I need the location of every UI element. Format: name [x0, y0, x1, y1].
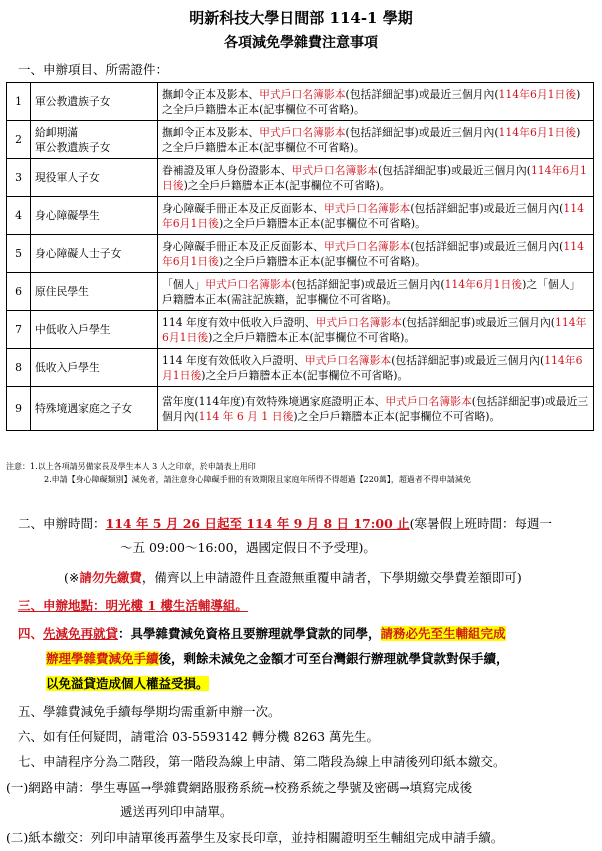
- note-1: 注意：1.以上各項請另備家長及學生本人 3 人之印章，於申請表上用印: [6, 462, 256, 471]
- requirement-text: (包括詳細記事)或最近三個月內(: [401, 315, 555, 329]
- table-row: [7, 197, 594, 235]
- section2-hours: ～五 09:00～16:00，遇國定假日不予受理)。: [120, 540, 376, 555]
- row-number: 6: [7, 273, 31, 311]
- requirement-text: (包括詳細記事)或最近三個月內(: [345, 125, 499, 139]
- highlight-text: 甲式戶口名簿影本: [291, 163, 378, 177]
- table-row: [7, 159, 594, 197]
- requirement-text: (包括詳細記事)或最近三個月內(: [410, 239, 564, 253]
- requirement-text: )之全戶戶籍謄本正本(記事欄位不可省略)。: [208, 330, 416, 344]
- highlight-text: 114 年 6 月 1 日後: [198, 409, 294, 423]
- requirement-text: )之全戶戶籍謄本正本(記事欄位不可省略)。: [218, 254, 426, 268]
- row-requirements: [158, 273, 594, 311]
- requirement-text: 114 年度有效低收入戶證明、: [162, 353, 305, 367]
- highlight-text: 114年6月1日後: [162, 353, 583, 382]
- requirement-text: )之全戶戶籍謄本正本(記事欄位不可省略)。: [183, 178, 391, 192]
- section6: 六、如有任何疑問，請電洽 03-5593142 轉分機 8263 萬先生。: [18, 729, 380, 744]
- highlight-text: 甲式戶口名簿影本: [205, 277, 292, 291]
- section2-time: 二、申辦時間：114 年 5 月 26 日起至 114 年 9 月 8 日 17:00 止(寒暑假上班時間：每週一: [18, 516, 553, 531]
- row-requirements: [158, 349, 594, 387]
- requirement-text: )之全戶戶籍謄本正本(記事欄位不可省略)。: [162, 87, 581, 116]
- requirement-text: 「個人」: [162, 277, 206, 291]
- requirement-text: )之全戶戶籍謄本正本(記事欄位不可省略)。: [162, 125, 581, 154]
- section5: 五、學雜費減免手續每學期均需重新申辦一次。: [18, 704, 281, 719]
- highlight-text: 甲式戶口名簿影本: [323, 239, 411, 253]
- requirement-text: )之全戶戶籍謄本正本(記事欄位不可省略)。: [293, 409, 501, 423]
- section3-location: 三、申辦地點：明光樓 1 樓生活輔導組。: [18, 598, 248, 613]
- application-period: 114 年 5 月 26 日起至 114 年 9 月 8 日 17:00 止: [105, 516, 410, 531]
- row-category: 特殊境遇家庭之子女: [31, 387, 158, 431]
- requirement-text: (包括詳細記事)或最近三個月內(: [410, 201, 564, 215]
- requirement-text: )之全戶戶籍謄本正本(記事欄位不可省略)。: [218, 216, 426, 230]
- row-number: 3: [7, 159, 31, 197]
- highlight-text: 114年6月1日後: [162, 239, 584, 268]
- row-category: 身心障礙人士子女: [31, 235, 158, 273]
- row-requirements: [158, 387, 594, 431]
- row-number: 4: [7, 197, 31, 235]
- table-row: [7, 273, 594, 311]
- row-number: 7: [7, 311, 31, 349]
- requirement-text: (包括詳細記事)或最近三個月內(: [291, 277, 445, 291]
- requirement-text: 身心障礙手冊正本及正反面影本、: [162, 239, 324, 253]
- page-subtitle: 各項減免學雜費注意事項: [224, 35, 378, 51]
- requirements-table: [6, 82, 594, 431]
- highlight-text: 114年6月1日後: [162, 315, 587, 344]
- row-requirements: [158, 197, 594, 235]
- section7: 七、申請程序分為二階段，第一階段為線上申請、第二階段為線上申請後列印紙本繳交。: [18, 754, 506, 769]
- table-row: [7, 311, 594, 349]
- row-requirements: [158, 311, 594, 349]
- section1-heading: 一、申辦項目、所需證件：: [18, 62, 169, 77]
- highlight-text: 甲式戶口名簿影本: [315, 315, 402, 329]
- highlight-text: 甲式戶口名簿影本: [385, 394, 472, 408]
- highlight-text: 114年6月1日後: [498, 87, 577, 101]
- table-row: [7, 121, 594, 159]
- table-row: [7, 83, 594, 121]
- notes: [6, 460, 594, 486]
- row-category: 給卹期滿 軍公教遺族子女: [31, 121, 158, 159]
- requirement-text: 撫卹令正本及影本、: [162, 125, 260, 139]
- section7-paper: (二)紙本繳交：列印申請單後再蓋學生及家長印章，並持相關證明至生輔組完成申請手續。: [6, 830, 504, 845]
- highlight-text: 甲式戶口名簿影本: [259, 125, 346, 139]
- row-number: 1: [7, 83, 31, 121]
- row-requirements: [158, 159, 594, 197]
- table-row: [7, 387, 594, 431]
- requirement-text: 眷補證及軍人身份證影本、: [162, 163, 292, 177]
- row-requirements: [158, 121, 594, 159]
- row-category: 原住民學生: [31, 273, 158, 311]
- row-requirements: [158, 83, 594, 121]
- section7-online-cont: 遞送再列印申請單。: [120, 804, 233, 819]
- requirement-text: (包括詳細記事)或最近三個月內(: [345, 87, 499, 101]
- highlight-text: 甲式戶口名簿影本: [323, 201, 411, 215]
- row-category: 現役軍人子女: [31, 159, 158, 197]
- highlight-text: 114年6月1日後: [444, 277, 523, 291]
- highlight-text: 114年6月1日後: [162, 201, 584, 230]
- table-row: [7, 235, 594, 273]
- highlight-text: 甲式戶口名簿影本: [259, 87, 346, 101]
- requirement-text: (包括詳細記事)或最近三個月內(: [377, 163, 531, 177]
- section7-online: (一)網路申請：學生專區→學雜費網路服務系統→校務系統之學號及密碼→填寫完成後: [6, 780, 473, 795]
- page-title: 明新科技大學日間部 114-1 學期: [189, 9, 413, 27]
- requirement-text: 當年度(114年度)有效特殊境遇家庭證明正本、: [162, 394, 386, 408]
- row-number: 9: [7, 387, 31, 431]
- highlight-text: 114年6月1日後: [498, 125, 577, 139]
- row-category: 中低收入戶學生: [31, 311, 158, 349]
- highlight-text: 114年6月1日後: [162, 163, 587, 192]
- requirement-text: )之「個人」戶籍謄本正本(需註記族籍，記事欄位不可省略)。: [162, 277, 581, 306]
- row-number: 5: [7, 235, 31, 273]
- row-category: 身心障礙學生: [31, 197, 158, 235]
- requirement-text: 114 年度有效中低收入戶證明、: [162, 315, 316, 329]
- row-requirements: [158, 235, 594, 273]
- note-2: 2.申請【身心障礙類別】減免者，請注意身心障礙手冊的有效期限且家庭年所得不得超過【220萬】，超過者不得申請減免: [44, 475, 471, 484]
- table-row: [7, 349, 594, 387]
- section2-note: (※請勿先繳費，備齊以上申請證件且查證無重覆申請者，下學期繳交學費差額即可): [64, 570, 522, 585]
- requirement-text: 身心障礙手冊正本及正反面影本、: [162, 201, 324, 215]
- row-category: 軍公教遺族子女: [31, 83, 158, 121]
- section4-line2: 辦理學雜費減免手續後，剩餘未減免之金額才可至台灣銀行辦理就學貸款對保手續，: [46, 651, 509, 666]
- section4-line1: 四、先減免再就貸：具學雜費減免資格且要辦理就學貸款的同學，請務必先至生輔組完成: [18, 626, 506, 641]
- requirement-text: 撫卹令正本及影本、: [162, 87, 260, 101]
- row-category: 低收入戶學生: [31, 349, 158, 387]
- requirement-text: )之全戶戶籍謄本正本(記事欄位不可省略)。: [201, 368, 409, 382]
- requirement-text: (包括詳細記事)或最近三個月內(: [162, 394, 589, 423]
- section4-line3: 以免溢貸造成個人權益受損。: [46, 676, 209, 691]
- highlight-text: 甲式戶口名簿影本: [304, 353, 392, 367]
- row-number: 2: [7, 121, 31, 159]
- row-number: 8: [7, 349, 31, 387]
- requirement-text: (包括詳細記事)或最近三個月內(: [391, 353, 545, 367]
